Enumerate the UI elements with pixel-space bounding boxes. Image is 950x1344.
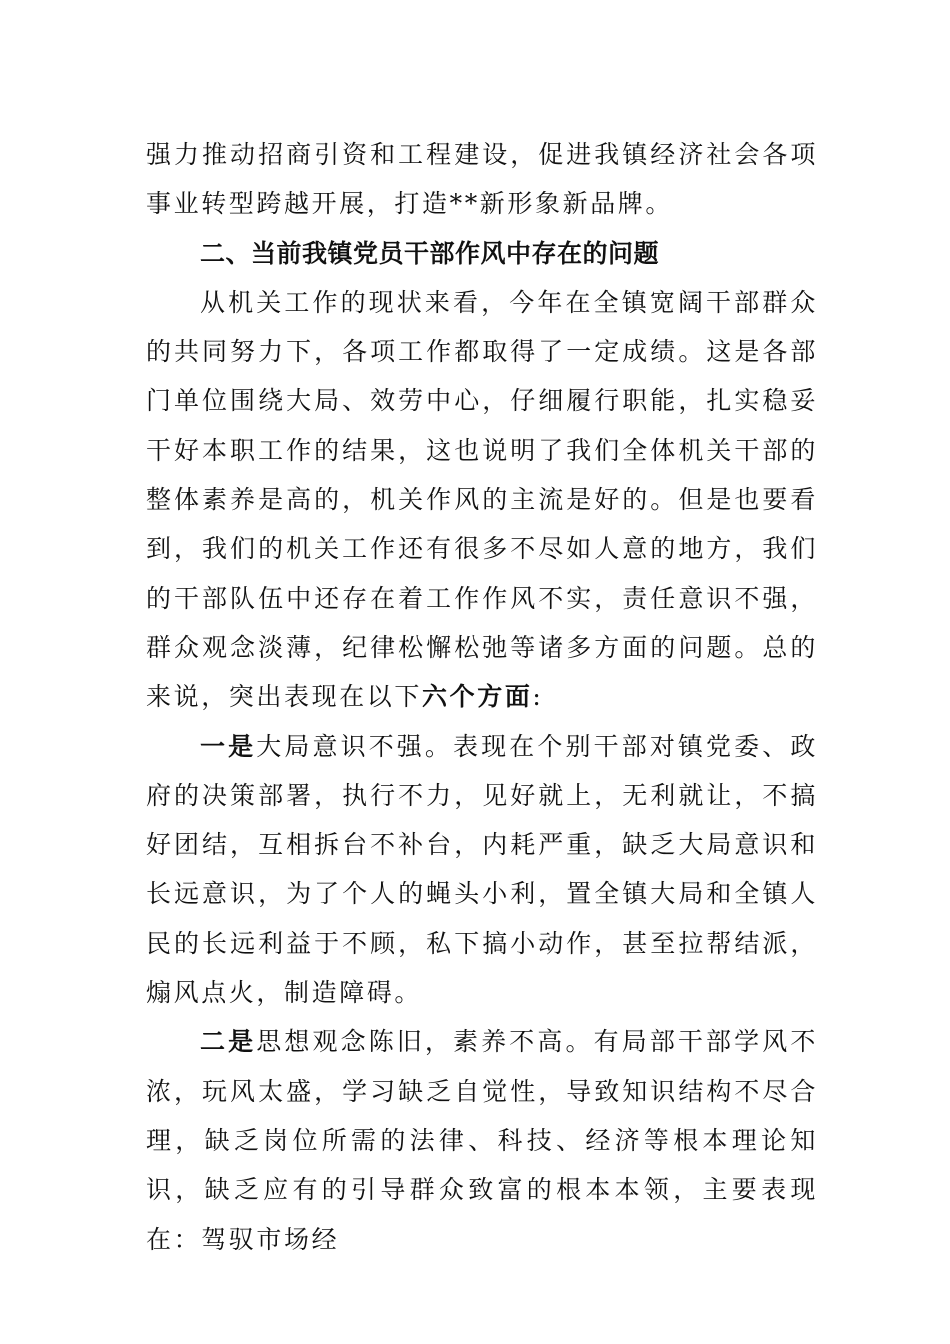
overview-colon: : bbox=[532, 682, 544, 712]
overview-bold-phrase: 六个方面 bbox=[422, 682, 533, 712]
paragraph-intro-end: 强力推动招商引资和工程建设，促进我镇经济社会各项事业转型跨越开展，打造**新形象新品牌。 bbox=[146, 140, 818, 219]
item-2-lead: 二是 bbox=[200, 1027, 257, 1057]
item-1-text: 大局意识不强。表现在个别干部对镇党委、政府的决策部署，执行不力，见好就上，无利就让，不搞好团结，互相拆台不补台，内耗严重，缺乏大局意识和长远意识，为了个人的蝇头小利，置全镇大局和全镇人民的长远利益于不顾，私下搞小动作，甚至拉帮结派，煽风点火，制造障碍。 bbox=[146, 731, 818, 1008]
item-2-text: 思想观念陈旧，素养不高。有局部干部学风不浓，玩风太盛，学习缺乏自觉性，导致知识结构不尽合理，缺乏岗位所需的法律、科技、经济等根本理论知识，缺乏应有的引导群众致富的根本本领，主要表现在：驾驭市场经 bbox=[146, 1027, 818, 1254]
paragraph-overview bbox=[146, 278, 818, 722]
item-1-lead: 一是 bbox=[200, 731, 257, 761]
overview-text: 从机关工作的现状来看，今年在全镇宽阔干部群众的共同努力下，各项工作都取得了一定成绩。这是各部门单位围绕大局、效劳中心，仔细履行职能，扎实稳妥干好本职工作的结果，这也说明了我们全体机关干部的整体素养是高的，机关作风的主流是好的。但是也要看到，我们的机关工作还有很多不尽如人意的地方，我们的干部队伍中还存在着工作作风不实，责任意识不强，群众观念淡薄，纪律松懈松弛等诸多方面的问题。总的来说，突出表现在以下 bbox=[146, 287, 818, 712]
section-heading-2: 二、当前我镇党员干部作风中存在的问题 bbox=[200, 238, 660, 268]
document-body bbox=[146, 130, 818, 1264]
paragraph-item-2 bbox=[146, 1017, 818, 1263]
paragraph-item-1 bbox=[146, 722, 818, 1018]
